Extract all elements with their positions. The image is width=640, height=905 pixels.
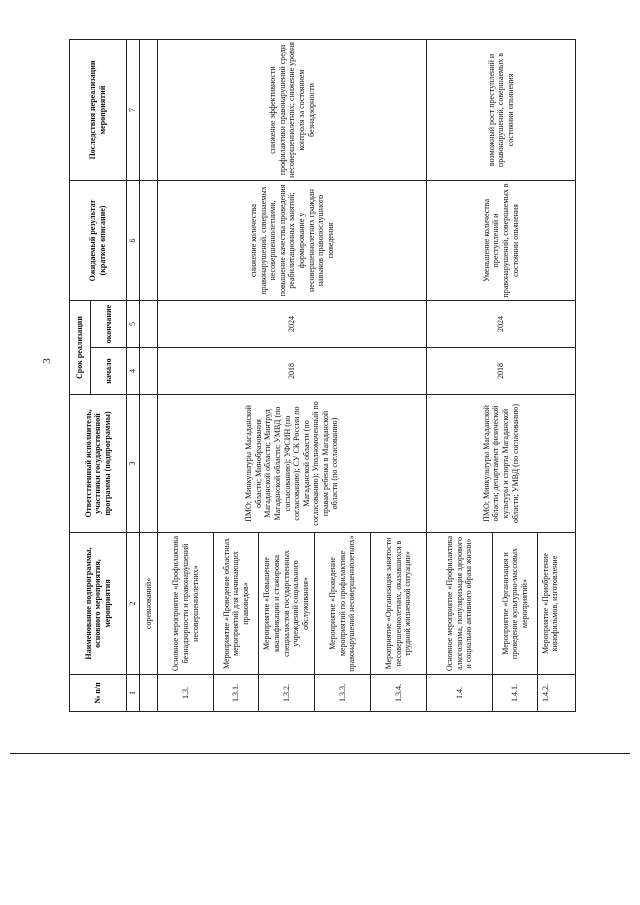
- group-1-4-start: 2018: [426, 348, 575, 395]
- row-name: Основное мероприятие «Профилактика алкоголизма, популяризация здорового и социально активного образа жизни»: [426, 533, 493, 675]
- column-number: 3: [127, 395, 140, 533]
- group-1-4-consequences: возможный рост преступлений и правонарушений, совершаемых в состоянии опьянения: [426, 39, 575, 180]
- header-name: Наименование подпрограммы, основного мероприятия, мероприятия: [70, 533, 127, 675]
- horizontal-rule: [10, 753, 630, 754]
- row-num: 1.3.4.: [370, 675, 426, 712]
- header-period: Срок реализации: [70, 300, 91, 394]
- row-name: Мероприятие «Приобретение кинофильмов, изготовление: [537, 533, 575, 675]
- column-number: 2: [127, 533, 140, 675]
- column-number-row: [127, 39, 140, 711]
- group-1-3-executor: ПМО; Минкультуры Магаданской области; Минобразования Магаданской области; Минтруд Магаданской области; УМВД (по согласованию); УФСИН (по согласованию); СУ СК России по Магаданской области (по согласованию); Уполномоченный по правам ребенка в Магаданской области (по согласованию): [158, 395, 427, 533]
- row-num: 1.4.1.: [493, 675, 537, 712]
- row-name: Основное мероприятие «Профилактика безнадзорности и правонарушений несовершеннолетних»: [158, 533, 214, 675]
- row-name: Мероприятие «Организация занятости несовершеннолетних, оказавшихся в трудной жизненной ситуации»: [370, 533, 426, 675]
- rotated-table-container: [69, 40, 576, 712]
- column-number: 6: [127, 180, 140, 300]
- header-result: Ожидаемый результат (краткое описание): [70, 180, 127, 300]
- row-name: Мероприятие «Организация и проведение культурно-массовых мероприятий»: [493, 533, 537, 675]
- row-num: [140, 675, 158, 712]
- header-row-1: [70, 39, 91, 711]
- events-table: [69, 39, 576, 712]
- header-start: начало: [91, 348, 127, 395]
- row-num: 1.3.1.: [214, 675, 258, 712]
- group-1-3-start: 2018: [158, 348, 427, 395]
- row-name: Мероприятие «Проведение областных мероприятий для начинающих правоведов»: [214, 533, 258, 675]
- header-end: окончание: [91, 300, 127, 347]
- row-name: соревнований»: [140, 533, 158, 675]
- group-1-4-end: 2024: [426, 300, 575, 347]
- header-num: № п/п: [70, 675, 127, 712]
- column-number: 5: [127, 300, 140, 347]
- column-number: 4: [127, 348, 140, 395]
- table-row: [158, 39, 214, 711]
- row-name: Мероприятие «Проведение мероприятий по профилактике правонарушений несовершеннолетних»: [314, 533, 370, 675]
- table-row: [426, 39, 493, 711]
- column-number: 1: [127, 675, 140, 712]
- header-executor: Ответственный исполнитель, участники государственной программы (подпрограммы): [70, 395, 127, 533]
- table-row: [140, 39, 158, 711]
- group-1-3-consequences: снижение эффективности профилактики правонарушений среди несовершеннолетних; снижение уровня контроля за состоянием безнадзорности: [158, 39, 427, 180]
- column-number: 7: [127, 39, 140, 180]
- row-num: 1.4.: [426, 675, 493, 712]
- row-name: Мероприятие «Повышение квалификации и стажировка специалистов государственных учреждений социального обслуживания»: [258, 533, 314, 675]
- row-num: 1.3.: [158, 675, 214, 712]
- row-num: 1.3.3.: [314, 675, 370, 712]
- row-num: 1.4.2.: [537, 675, 575, 712]
- row-num: 1.3.2.: [258, 675, 314, 712]
- group-1-3-result: снижение количества правонарушений, совершаемых несовершеннолетними, повышение качества проведения реабилитационных занятий; формирование у несовершеннолетних граждан навыков правопослушного поведения: [158, 180, 427, 300]
- page-number: 3: [40, 358, 53, 364]
- header-consequences: Последствия нереализации мероприятий: [70, 39, 127, 180]
- group-1-4-result: Уменьшение количества преступлений и правонарушений, совершаемых в состоянии опьянения: [426, 180, 575, 300]
- group-1-4-executor: ПМО; Минкультуры Магаданской области; департамент физической культуры и спорта Магаданской области; УМВД (по согласованию): [426, 395, 575, 533]
- group-1-3-end: 2024: [158, 300, 427, 347]
